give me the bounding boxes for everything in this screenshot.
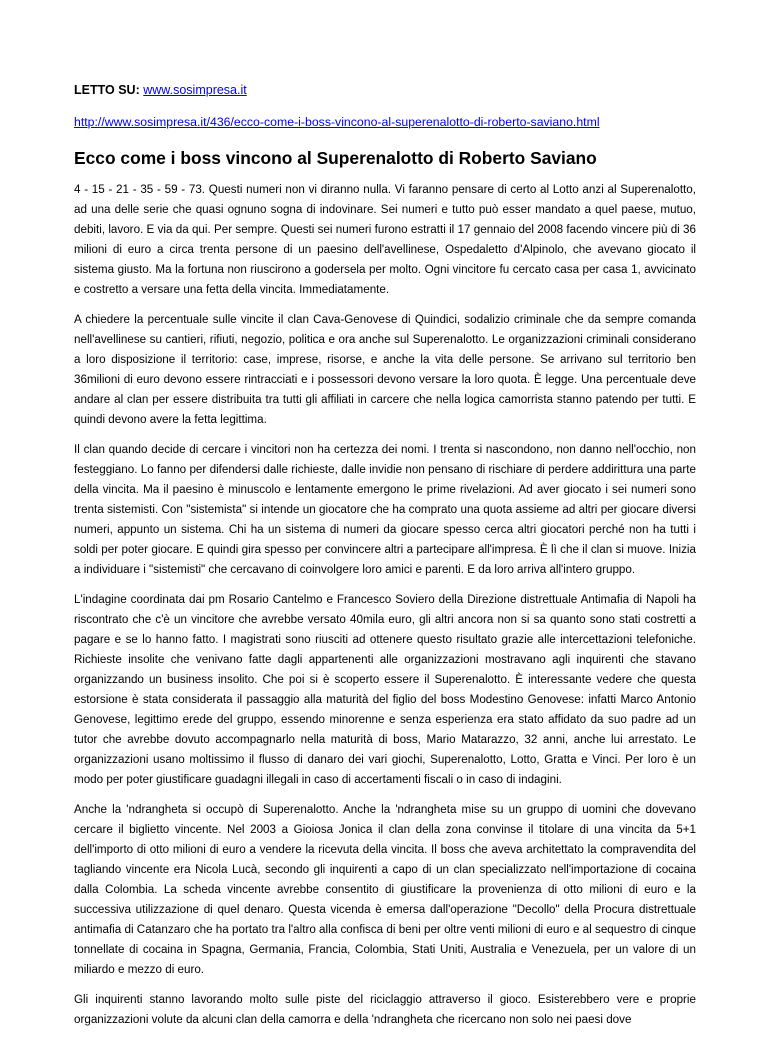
paragraph-1: 4 - 15 - 21 - 35 - 59 - 73. Questi numeri non vi diranno nulla. Vi faranno pensare di certo al Lotto anzi al Superenalotto, ad una delle serie che quasi ognuno sogna di indovinare. Sei numeri e tutto può esser mandato a quel paese, mutuo, debiti, lavoro. E via da qui. Per sempre. Questi sei numeri furono estratti il 17 gennaio del 2008 facendo vincere più di 36 milioni di euro a circa trenta persone di un paesino dell'avellinese, Ospedaletto d'Alpinolo, che avevano giocato il sistema giusto. Ma la fortuna non riuscirono a godersela per molto. Ogni vincitore fu cercato casa per casa 1, avvicinato e costretto a versare una fetta della vincita. Immediatamente. [74, 183, 696, 296]
source-site-link[interactable]: www.sosimpresa.it [143, 83, 247, 97]
article-url-link[interactable]: http://www.sosimpresa.it/436/ecco-come-i-boss-vincono-al-superenalotto-di-roberto-saviano.html [74, 115, 600, 129]
source-label: LETTO SU: [74, 83, 140, 97]
source-line [74, 80, 696, 100]
article-url-line [74, 112, 696, 132]
paragraph-6: Gli inquirenti stanno lavorando molto sulle piste del riciclaggio attraverso il gioco. Esisterebbero vere e proprie organizzazioni volute da alcuni clan della camorra e della 'ndrangheta che ricercano non solo nei paesi dove [74, 993, 696, 1026]
paragraph-5: Anche la 'ndrangheta si occupò di Superenalotto. Anche la 'ndrangheta mise su un gruppo di uomini che dovevano cercare il biglietto vincente. Nel 2003 a Gioiosa Jonica il clan della zona convinse il titolare di una vincita da 5+1 dell'importo di otto milioni di euro a vendere la ricevuta della vincita. Il boss che aveva architettato la compravendita del tagliando vincente era Nicola Lucà, secondo gli inquirenti a capo di un clan specializzato nell'importazione di cocaina dalla Colombia. La scheda vincente avrebbe consentito di giustificare la provenienza di otto milioni di euro e la successiva utilizzazione di quel denaro. Questa vicenda è emersa dall'operazione "Decollo" della Procura distrettuale antimafia di Catanzaro che ha portato tra l'altro alla confisca di beni per oltre venti milioni di euro e al sequestro di cinque tonnellate di cocaina in Spagna, Germania, Francia, Colombia, Stati Uniti, Australia e Venezuela, per un valore di un miliardo e mezzo di euro. [74, 803, 696, 976]
article-title: Ecco come i boss vincono al Superenalotto di Roberto Saviano [74, 148, 597, 168]
document-page [74, 80, 696, 1040]
paragraph-2: A chiedere la percentuale sulle vincite il clan Cava-Genovese di Quindici, sodalizio criminale che da sempre comanda nell'avellinese su cantieri, rifiuti, negozio, politica e ora anche sul Superenalotto. Le organizzazioni criminali considerano a loro disposizione il territorio: case, imprese, risorse, e anche la vita delle persone. Se arrivano sul territorio ben 36milioni di euro devono essere rintracciati e i possessori devono versare la loro quota. È legge. Una percentuale deve andare al clan per essere distribuita tra tutti gli affiliati in carcere che nella logica camorrista stanno patendo per tutti. E quindi devono avere la fetta legittima. [74, 313, 696, 426]
paragraph-3: Il clan quando decide di cercare i vincitori non ha certezza dei nomi. I trenta si nascondono, non danno nell'occhio, non festeggiano. Lo fanno per difendersi dalle richieste, dalle invidie non pensano di rischiare di perdere addirittura una parte della vincita. Ma il paesino è minuscolo e lentamente emergono le prime rivelazioni. Ad aver giocato i sei numeri sono trenta sistemisti. Con "sistemista" si intende un giocatore che ha comprato una quota assieme ad altri per giocare diversi numeri, appunto un sistema. Chi ha un sistema di numeri da giocare spesso cerca altri giocatori perché non ha tutti i soldi per poter giocare. E quindi gira spesso per convincere altri a partecipare all'impresa. È lì che il clan si muove. Inizia a individuare i "sistemisti" che cercavano di coinvolgere loro amici e parenti. E da loro arriva all'intero gruppo. [74, 443, 696, 576]
paragraph-4: L'indagine coordinata dai pm Rosario Cantelmo e Francesco Soviero della Direzione distrettuale Antimafia di Napoli ha riscontrato che c'è un vincitore che avrebbe versato 40mila euro, gli altri ancora non si sa quanto sono stati costretti a pagare e se lo hanno fatto. I magistrati sono riusciti ad ottenere questo risultato grazie alle intercettazioni telefoniche. Richieste insolite che venivano fatte dagli appartenenti alle organizzazioni mostravano agli inquirenti che stavano organizzando un business insolito. Che poi si è scoperto essere il Superenalotto. È interessante vedere che questa estorsione è stata considerata il passaggio alla maturità del figlio del boss Modestino Genovese: infatti Marco Antonio Genovese, legittimo erede del gruppo, essendo minorenne e senza esperienza era stato affidato da suo padre ad un tutor che avrebbe dovuto accompagnarlo nella maturità di boss, Mario Matarazzo, 32 anni, anche lui arrestato. Le organizzazioni usano moltissimo il flusso di danaro dei vari giochi, Superenalotto, Lotto, Gratta e Vinci. Per loro è un modo per poter giustificare guadagni illegali in caso di accertamenti fiscali o in caso di indagini. [74, 593, 696, 786]
